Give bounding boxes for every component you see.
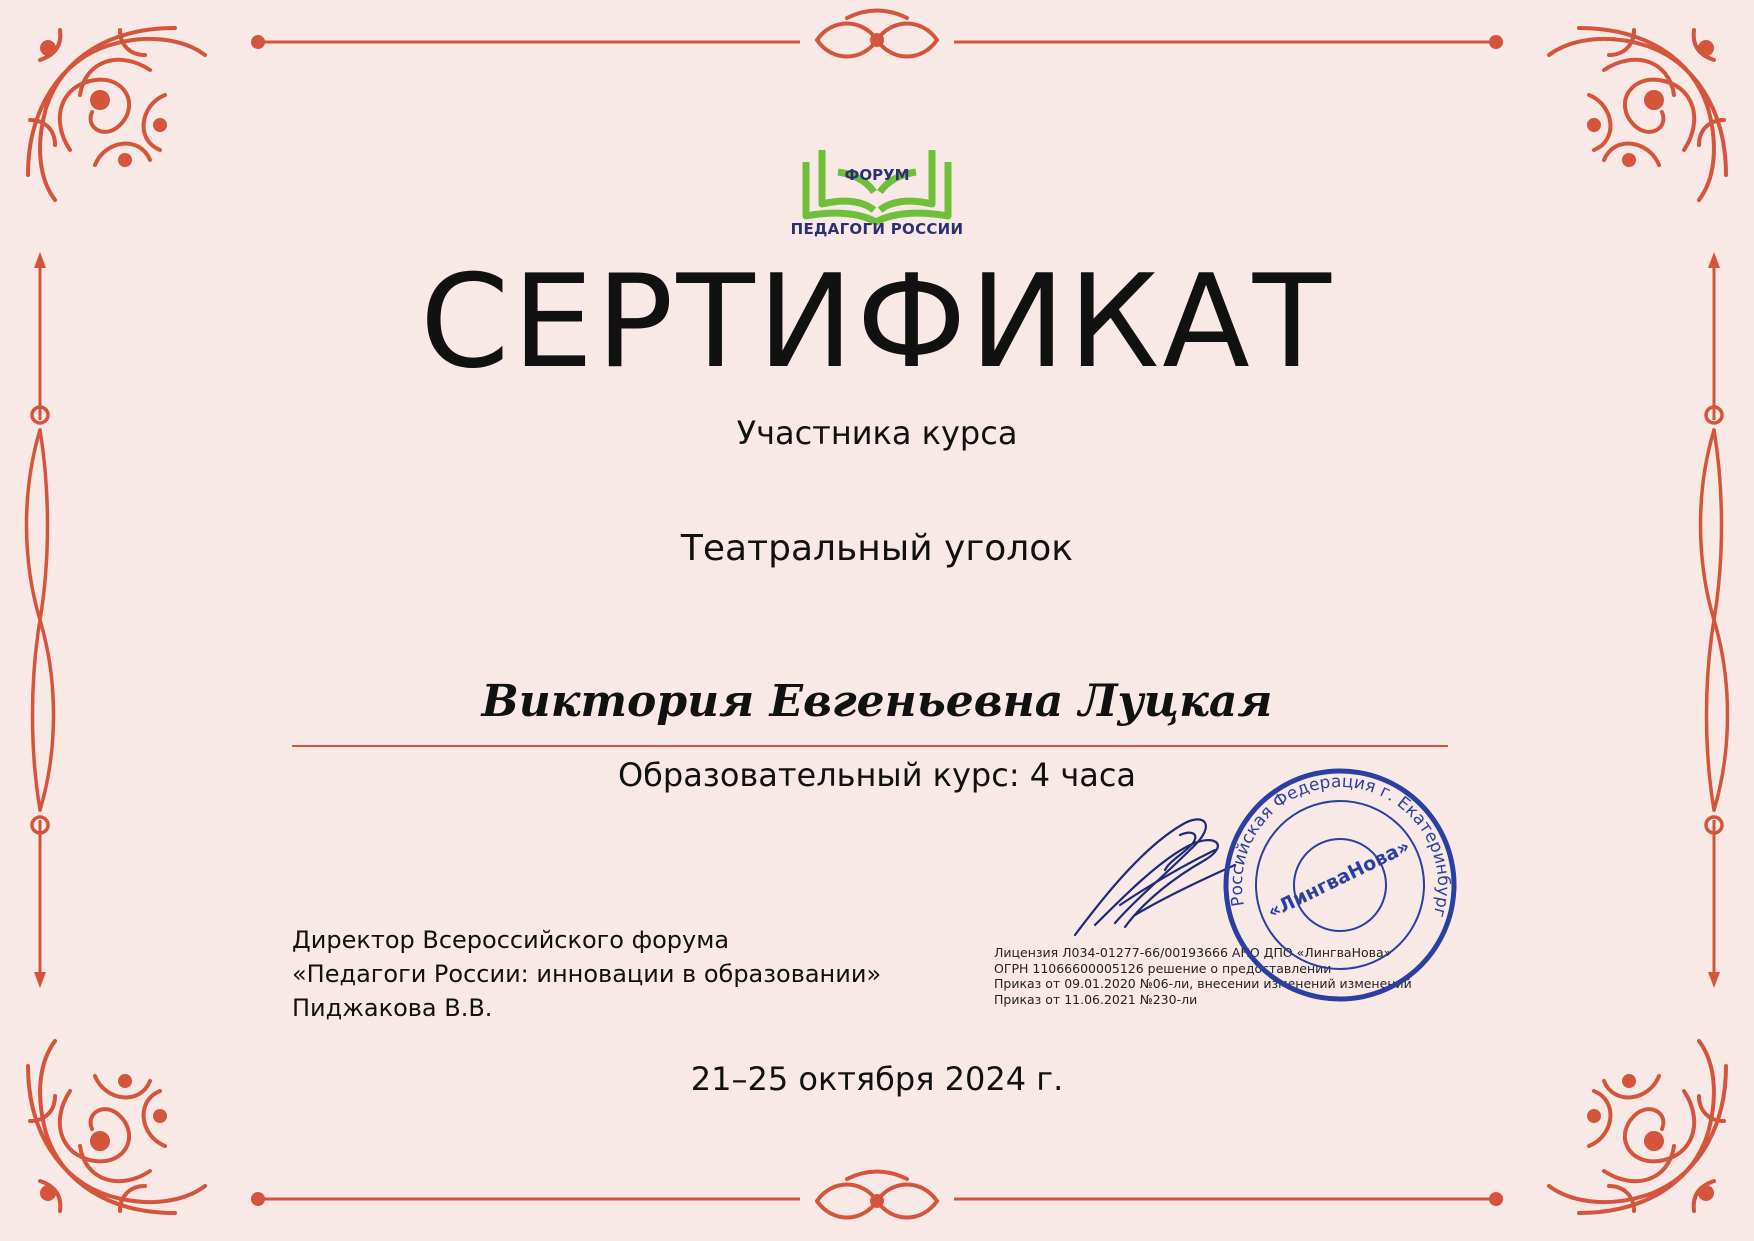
- logo-bottom-text: ПЕДАГОГИ РОССИИ: [790, 220, 964, 238]
- name-underline: [292, 745, 1448, 747]
- director-name: Пиджакова В.В.: [292, 994, 493, 1022]
- official-stamp: [1198, 743, 1483, 1028]
- logo-top-text: ФОРУМ: [844, 166, 910, 184]
- license-line: Приказ от 09.01.2020 №06-ли, внесении изменений изменений: [994, 976, 1412, 991]
- course-hours: Образовательный курс: 4 часа: [617, 756, 1137, 794]
- director-title: Директор Всероссийского форума: [292, 926, 730, 954]
- director-block: [292, 923, 881, 1025]
- forum-name: «Педагоги России: инновации в образовании»: [292, 960, 882, 988]
- course-name: Театральный уголок: [680, 528, 1074, 569]
- license-line: Лицензия Л034-01277-66/00193666 АНО ДПО «ЛингваНова»: [994, 945, 1392, 960]
- recipient-name: Виктория Евгеньевна Луцкая: [481, 676, 1273, 727]
- stamp-outer-text: Российская Федерация г. Екатеринбург: [1226, 771, 1454, 920]
- stamp-center-text: «ЛингваНова»: [1264, 835, 1414, 924]
- certificate-title: СЕРТИФИКАТ: [420, 248, 1334, 397]
- license-line: Приказ от 11.06.2021 №230-ли: [994, 991, 1198, 1007]
- forum-logo: [792, 144, 962, 240]
- certificate-subtitle: Участника курса: [736, 414, 1018, 452]
- course-dates: 21–25 октября 2024 г.: [690, 1060, 1064, 1098]
- license-line: ОГРН 11066600005126 решение о предоставлении: [994, 960, 1332, 976]
